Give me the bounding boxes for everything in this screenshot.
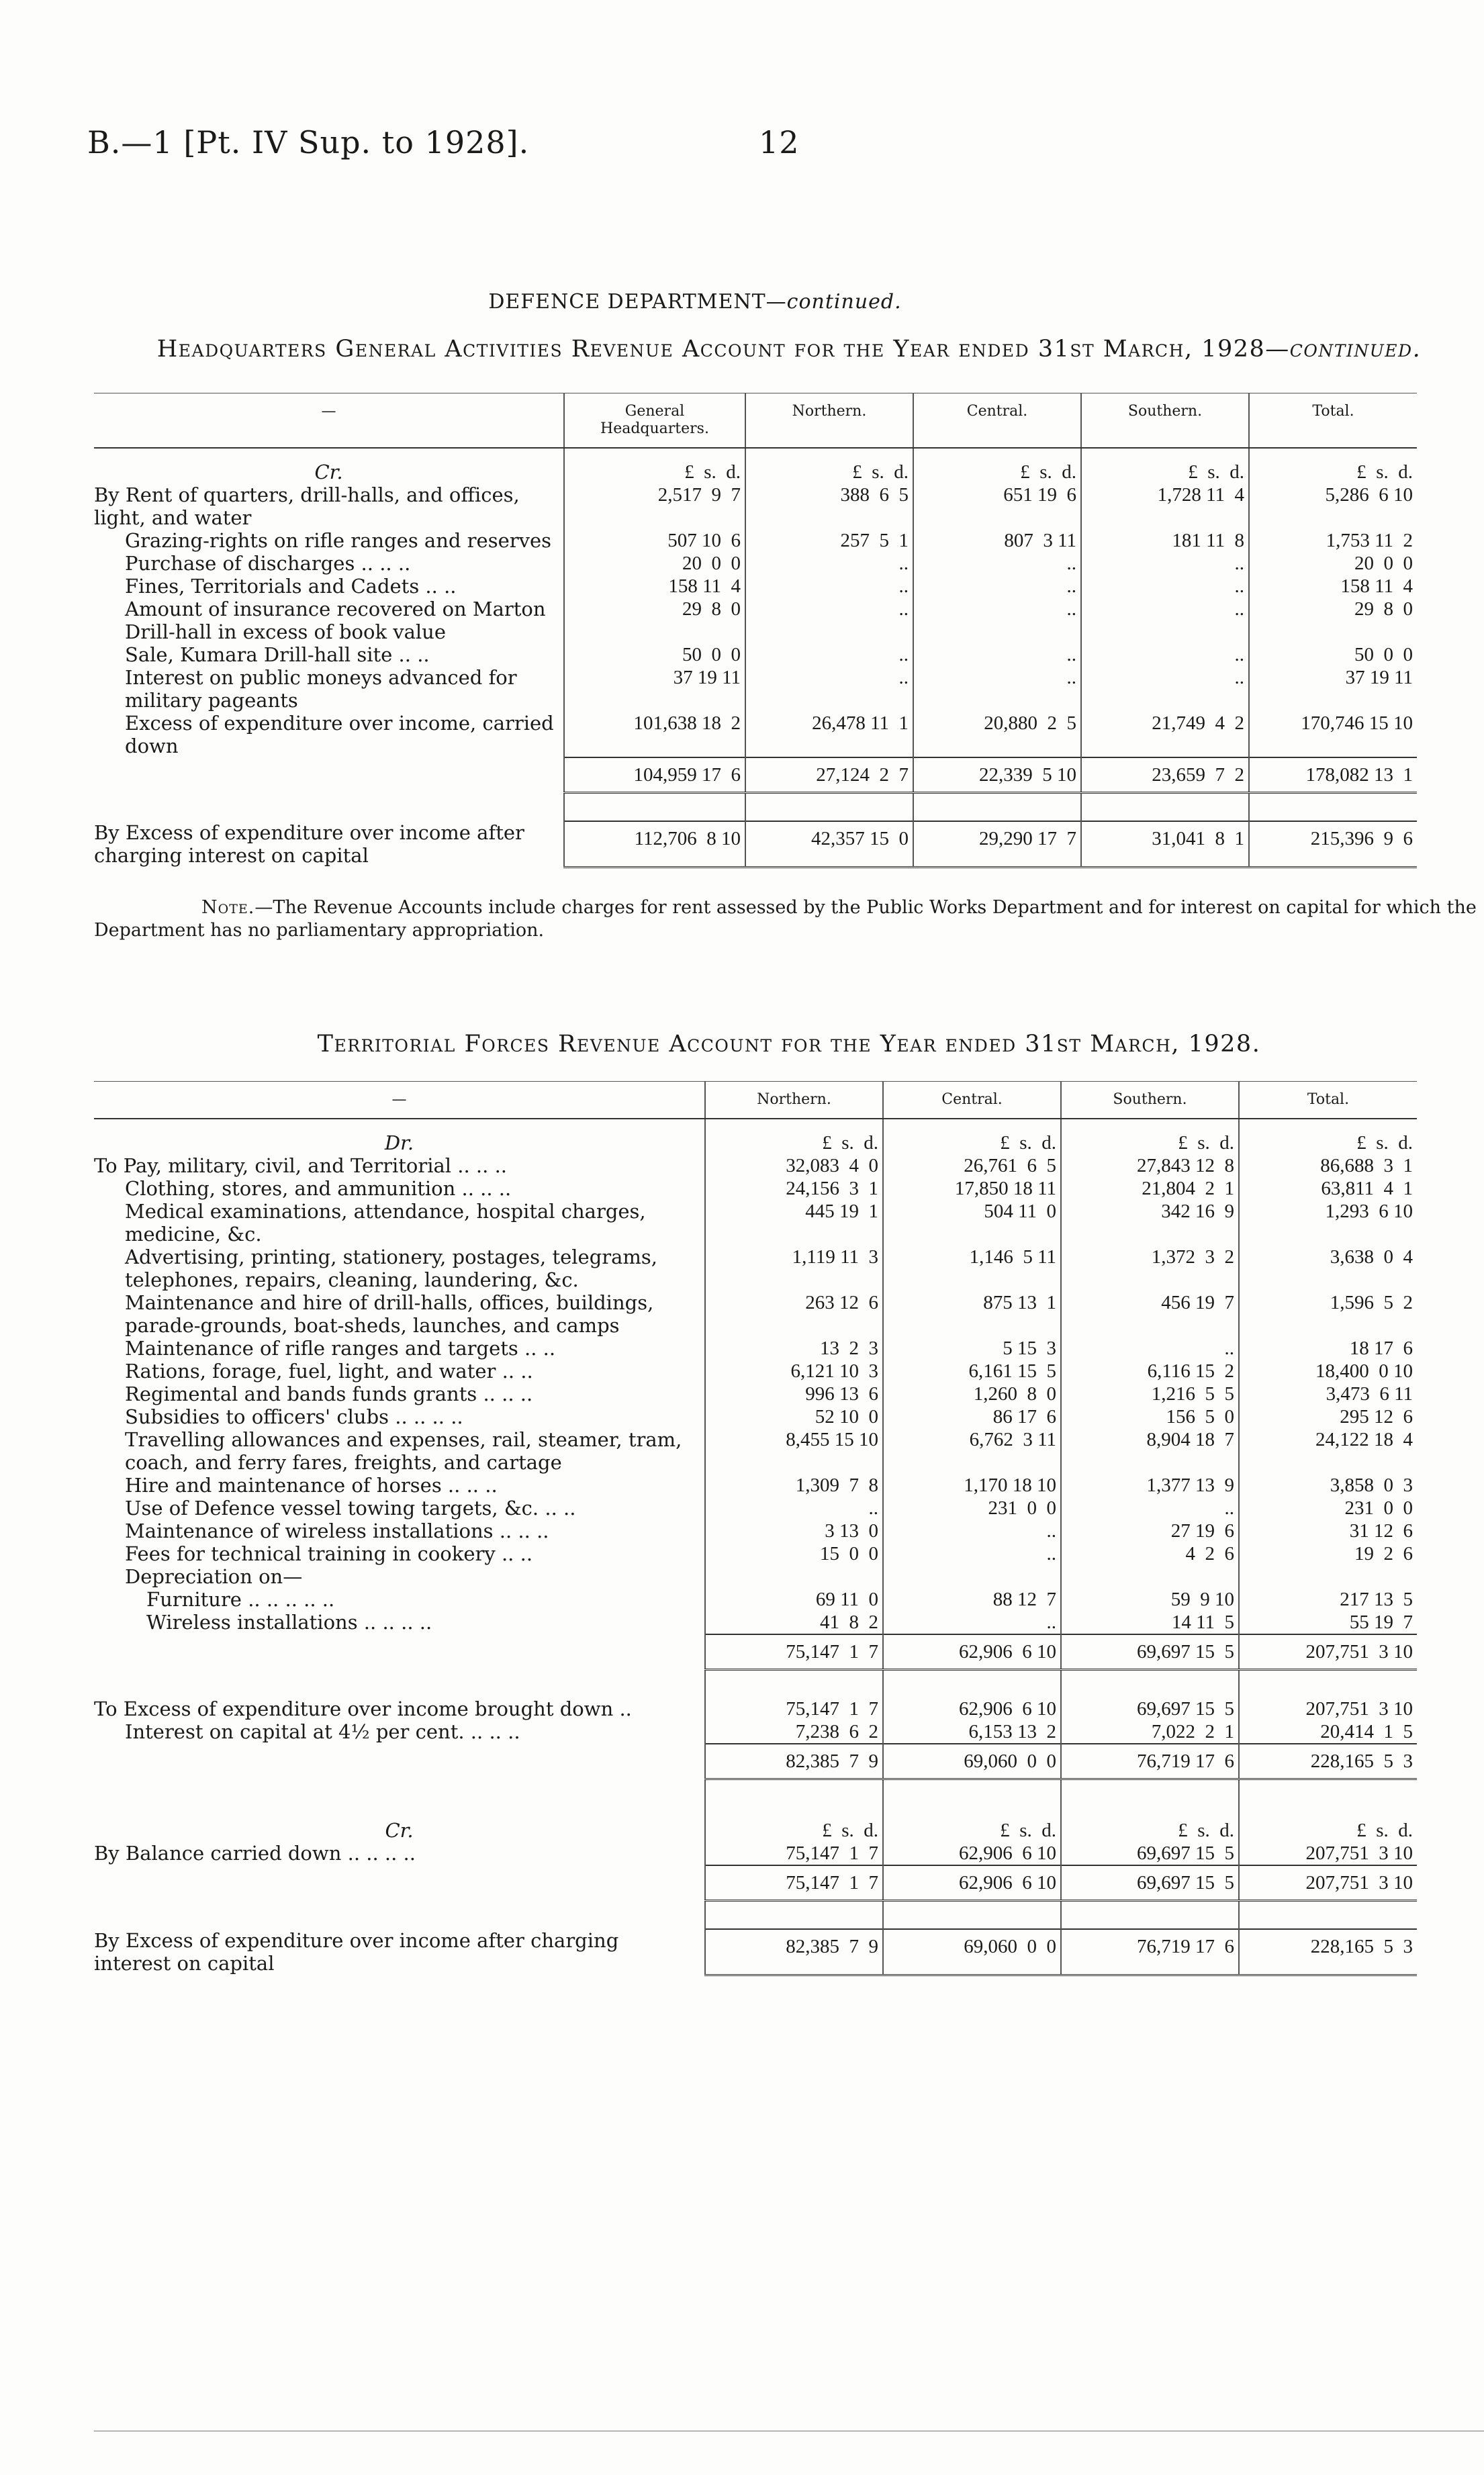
table-row [94,575,1417,598]
amount-cell: 62,906 6 10 [883,1697,1061,1720]
amount-cell: 3 13 0 [705,1520,883,1542]
running-head [87,124,800,160]
amount-cell: 24,156 3 1 [705,1177,883,1200]
amount-cell: .. [1081,643,1249,666]
amount-cell: £ s. d. [705,1807,883,1842]
amount-cell: 445 19 1 [705,1200,883,1246]
row-label: Subsidies to officers' clubs .. .. .. .. [125,1405,463,1428]
amount-cell: 18 17 6 [1239,1337,1417,1360]
spacer-cell [1061,1779,1239,1808]
amount-cell: .. [913,643,1081,666]
amount-cell: £ s. d. [1061,1807,1239,1842]
spacer-cell [1249,793,1417,822]
amount-cell: .. [913,598,1081,643]
table-row [94,1405,1417,1428]
amount-cell: 23,659 7 2 [1081,757,1249,793]
amount-cell: 1,216 5 5 [1061,1383,1239,1405]
amount-cell: 7,238 6 2 [705,1720,883,1744]
hq-col-header: Southern. [1081,393,1249,449]
amount-cell: £ s. d. [1249,448,1417,483]
amount-cell: 217 13 5 [1239,1588,1417,1611]
spacer-cell [705,1779,883,1808]
amount-cell: 3,638 0 4 [1239,1246,1417,1291]
amount-cell: 55 19 7 [1239,1611,1417,1634]
amount-cell: 62,906 6 10 [883,1842,1061,1865]
amount-cell: 263 12 6 [705,1291,883,1337]
table-row [94,483,1417,529]
amount-cell: 1,260 8 0 [883,1383,1061,1405]
amount-cell: 207,751 3 10 [1239,1842,1417,1865]
spacer-cell [1061,1670,1239,1698]
amount-cell: 158 11 4 [564,575,745,598]
amount-cell: .. [913,666,1081,712]
row-label: Furniture .. .. .. .. .. [146,1588,335,1611]
amount-cell: 86 17 6 [883,1405,1061,1428]
amount-cell: 5 15 3 [883,1337,1061,1360]
amount-cell: 27,843 12 8 [1061,1154,1239,1177]
table-row [94,666,1417,712]
spacer-cell [705,1901,883,1930]
amount-cell: 69,060 0 0 [883,1929,1061,1975]
amount-cell: £ s. d. [1081,448,1249,483]
tf-col-header: — [94,1082,705,1119]
table-row [94,1842,1417,1865]
amount-cell [1061,1565,1239,1588]
amount-cell: 19 2 6 [1239,1542,1417,1565]
amount-cell: 1,170 18 10 [883,1474,1061,1497]
table-row [94,712,1417,757]
tf-col-header: Total. [1239,1082,1417,1119]
amount-cell: .. [1061,1497,1239,1520]
amount-cell: 42,357 15 0 [745,821,913,867]
amount-cell: 59 9 10 [1061,1588,1239,1611]
amount-cell: £ s. d. [883,1119,1061,1154]
tf-currency-row [94,1119,1417,1154]
amount-cell: 20 0 0 [1249,552,1417,575]
total-label [94,1634,705,1670]
amount-cell: 104,959 17 6 [564,757,745,793]
amount-cell: 3,858 0 3 [1239,1474,1417,1497]
row-label: To Pay, military, civil, and Territorial .. .. .. [94,1154,508,1177]
amount-cell: 29,290 17 7 [913,821,1081,867]
amount-cell: 69,697 15 5 [1061,1634,1239,1670]
spacer-cell [913,793,1081,822]
spacer-cell [883,1670,1061,1698]
amount-cell: 27 19 6 [1061,1520,1239,1542]
spacer-cell [94,793,564,822]
amount-cell: £ s. d. [1239,1119,1417,1154]
table-row [94,1520,1417,1542]
amount-cell: 69,060 0 0 [883,1744,1061,1779]
table-row [94,1611,1417,1634]
amount-cell: 170,746 15 10 [1249,712,1417,757]
amount-cell: 6,161 15 5 [883,1360,1061,1383]
table-row [94,1720,1417,1744]
amount-cell: 231 0 0 [1239,1497,1417,1520]
amount-cell: 29 8 0 [564,598,745,643]
spacer-cell [705,1670,883,1698]
hq-note: Note.—The Revenue Accounts include charges for rent assessed by the Public Works Department and for interest on capital for which the Department has no parliamentary appropriation. [94,897,1477,941]
row-label: Clothing, stores, and ammunition .. .. .. [125,1177,512,1200]
amount-cell: 1,146 5 11 [883,1246,1061,1291]
amount-cell: £ s. d. [913,448,1081,483]
amount-cell: £ s. d. [883,1807,1061,1842]
spacer-row [94,1779,1417,1808]
amount-cell: £ s. d. [705,1119,883,1154]
amount-cell: 69,697 15 5 [1061,1865,1239,1901]
spacer-row [94,1670,1417,1698]
row-label: To Excess of expenditure over income brought down .. [94,1697,632,1720]
row-label: Medical examinations, attendance, hospital charges, medicine, &c. [125,1200,646,1246]
row-label: By Excess of expenditure over income after charging interest on capital [94,1929,619,1975]
amount-cell: 2,517 9 7 [564,483,745,529]
table-row [94,598,1417,643]
amount-cell: 31,041 8 1 [1081,821,1249,867]
amount-cell: 75,147 1 7 [705,1842,883,1865]
spacer-row [94,1901,1417,1930]
amount-cell: 456 19 7 [1061,1291,1239,1337]
amount-cell: 32,083 4 0 [705,1154,883,1177]
amount-cell: 231 0 0 [883,1497,1061,1520]
amount-cell: 13 2 3 [705,1337,883,1360]
row-label: Grazing-rights on rifle ranges and reserves [125,529,552,552]
amount-cell: 807 3 11 [913,529,1081,552]
amount-cell: 15 0 0 [705,1542,883,1565]
total-label [94,1865,705,1901]
row-label: Advertising, printing, stationery, postages, telegrams, telephones, repairs, cleaning, laundering, &c. [125,1246,658,1291]
amount-cell: 178,082 13 1 [1249,757,1417,793]
row-label: By Excess of expenditure over income after charging interest on capital [94,821,524,867]
amount-cell: .. [1081,575,1249,598]
spacer-cell [1239,1901,1417,1930]
table-row [94,1291,1417,1337]
amount-cell: 75,147 1 7 [705,1697,883,1720]
table-row [94,1154,1417,1177]
row-label: Rations, forage, fuel, light, and water .. .. [125,1360,533,1383]
table-row [94,1542,1417,1565]
amount-cell: .. [705,1497,883,1520]
amount-cell: .. [745,643,913,666]
amount-cell: 69,697 15 5 [1061,1697,1239,1720]
amount-cell: 31 12 6 [1239,1520,1417,1542]
amount-cell: 8,455 15 10 [705,1428,883,1474]
amount-cell: 17,850 18 11 [883,1177,1061,1200]
table-row [94,1697,1417,1720]
amount-cell: .. [745,575,913,598]
amount-cell: 5,286 6 10 [1249,483,1417,529]
document-reference: B.—1 [Pt. IV Sup. to 1928]. [87,124,530,160]
amount-cell: 75,147 1 7 [705,1865,883,1901]
amount-cell: 1,293 6 10 [1239,1200,1417,1246]
amount-cell: 156 5 0 [1061,1405,1239,1428]
amount-cell: 14 11 5 [1061,1611,1239,1634]
hq-total-row [94,757,1417,793]
row-label: Use of Defence vessel towing targets, &c. .. .. [125,1497,576,1520]
spacer-cell [883,1901,1061,1930]
amount-cell: .. [1081,666,1249,712]
table-row [94,643,1417,666]
amount-cell: £ s. d. [745,448,913,483]
amount-cell [883,1565,1061,1588]
hq-col-header: General Headquarters. [564,393,745,449]
amount-cell: 101,638 18 2 [564,712,745,757]
amount-cell: 37 19 11 [564,666,745,712]
amount-cell: 6,116 15 2 [1061,1360,1239,1383]
amount-cell: 3,473 6 11 [1239,1383,1417,1405]
spacer-cell [1081,793,1249,822]
cr-label: Cr. [314,461,343,483]
row-label: Maintenance and hire of drill-halls, offices, buildings, parade-grounds, boat-sheds, launches, and camps [125,1291,654,1337]
hq-col-header: — [94,393,564,449]
row-label: Interest on public moneys advanced for military pageants [125,666,517,712]
amount-cell: .. [745,666,913,712]
spacer-cell [1239,1670,1417,1698]
tf-col-header: Central. [883,1082,1061,1119]
hq-revenue-table [94,393,1417,868]
table-row [94,1337,1417,1360]
hq-currency-row [94,448,1417,483]
amount-cell: £ s. d. [1061,1119,1239,1154]
amount-cell: 20,414 1 5 [1239,1720,1417,1744]
row-label: Depreciation on— [125,1565,303,1588]
table-row [94,1246,1417,1291]
spacer-cell [745,793,913,822]
amount-cell: 388 6 5 [745,483,913,529]
amount-cell: 75,147 1 7 [705,1634,883,1670]
amount-cell: .. [913,575,1081,598]
amount-cell: 82,385 7 9 [705,1744,883,1779]
amount-cell: 21,749 4 2 [1081,712,1249,757]
amount-cell: 1,728 11 4 [1081,483,1249,529]
page-number: 12 [759,124,800,160]
amount-cell: 27,124 2 7 [745,757,913,793]
hq-account-title: Headquarters General Activities Revenue Account for the Year ended 31st March, 1928—continued. [156,336,1422,363]
tf-total-row [94,1744,1417,1779]
amount-cell: 50 0 0 [1249,643,1417,666]
amount-cell: 996 13 6 [705,1383,883,1405]
tf-col-header: Northern. [705,1082,883,1119]
row-label: Hire and maintenance of horses .. .. .. [125,1474,498,1497]
amount-cell: .. [745,552,913,575]
row-label: Purchase of discharges .. .. .. [125,552,411,575]
amount-cell: 76,719 17 6 [1061,1744,1239,1779]
spacer-cell [883,1779,1061,1808]
amount-cell [705,1565,883,1588]
row-label: Fees for technical training in cookery .. .. [125,1542,533,1565]
amount-cell: 6,153 13 2 [883,1720,1061,1744]
amount-cell: 6,762 3 11 [883,1428,1061,1474]
amount-cell: 181 11 8 [1081,529,1249,552]
amount-cell: 1,377 13 9 [1061,1474,1239,1497]
amount-cell: 112,706 8 10 [564,821,745,867]
amount-cell: 875 13 1 [883,1291,1061,1337]
table-row [94,1474,1417,1497]
amount-cell: 20,880 2 5 [913,712,1081,757]
amount-cell: 8,904 18 7 [1061,1428,1239,1474]
tf-header-row [94,1082,1417,1119]
table-row [94,1177,1417,1200]
table-row [94,1360,1417,1383]
amount-cell: 76,719 17 6 [1061,1929,1239,1975]
table-row [94,1565,1417,1588]
table-row [94,1428,1417,1474]
amount-cell: 62,906 6 10 [883,1634,1061,1670]
row-label: Maintenance of wireless installations .. .. .. [125,1520,549,1542]
amount-cell: .. [1061,1337,1239,1360]
amount-cell: 69,697 15 5 [1061,1842,1239,1865]
amount-cell: 207,751 3 10 [1239,1697,1417,1720]
amount-cell: .. [883,1520,1061,1542]
amount-cell: £ s. d. [564,448,745,483]
table-row [94,1588,1417,1611]
row-label: Regimental and bands funds grants .. .. .. [125,1383,533,1405]
amount-cell: 26,478 11 1 [745,712,913,757]
tf-cr-row [94,1807,1417,1842]
spacer-cell [1239,1779,1417,1808]
amount-cell: 21,804 2 1 [1061,1177,1239,1200]
row-label: Excess of expenditure over income, carried down [125,712,554,757]
amount-cell: 50 0 0 [564,643,745,666]
tf-account-title: Territorial Forces Revenue Account for the Year ended 31st March, 1928. [317,1031,1261,1058]
amount-cell: 207,751 3 10 [1239,1634,1417,1670]
amount-cell: 37 19 11 [1249,666,1417,712]
hq-excess-row [94,821,1417,867]
row-label: Interest on capital at 4½ per cent. .. .. .. [125,1720,520,1743]
tf-total-row [94,1865,1417,1901]
amount-cell: 257 5 1 [745,529,913,552]
spacer-row [94,793,1417,822]
amount-cell: .. [883,1542,1061,1565]
amount-cell: 22,339 5 10 [913,757,1081,793]
amount-cell: 507 10 6 [564,529,745,552]
amount-cell: .. [913,552,1081,575]
amount-cell: 295 12 6 [1239,1405,1417,1428]
amount-cell: .. [745,598,913,643]
amount-cell: 29 8 0 [1249,598,1417,643]
row-label: Amount of insurance recovered on Marton Drill-hall in excess of book value [125,598,546,643]
spacer-cell [94,1670,705,1698]
amount-cell: 7,022 2 1 [1061,1720,1239,1744]
amount-cell: 228,165 5 3 [1239,1929,1417,1975]
amount-cell: 1,119 11 3 [705,1246,883,1291]
spacer-cell [94,1901,705,1930]
amount-cell: 62,906 6 10 [883,1865,1061,1901]
hq-col-header: Total. [1249,393,1417,449]
amount-cell: 4 2 6 [1061,1542,1239,1565]
row-label: Wireless installations .. .. .. .. [146,1611,432,1634]
amount-cell: 63,811 4 1 [1239,1177,1417,1200]
amount-cell: 228,165 5 3 [1239,1744,1417,1779]
amount-cell: 18,400 0 10 [1239,1360,1417,1383]
total-label [94,757,564,793]
amount-cell: 1,596 5 2 [1239,1291,1417,1337]
amount-cell: .. [1081,598,1249,643]
spacer-cell [1061,1901,1239,1930]
dr-label: Dr. [384,1131,414,1154]
amount-cell: 24,122 18 4 [1239,1428,1417,1474]
amount-cell: 69 11 0 [705,1588,883,1611]
amount-cell: 215,396 9 6 [1249,821,1417,867]
row-label: Maintenance of rifle ranges and targets .. .. [125,1337,556,1360]
cr-label: Cr. [385,1819,414,1842]
amount-cell: 504 11 0 [883,1200,1061,1246]
amount-cell: 207,751 3 10 [1239,1865,1417,1901]
amount-cell [1239,1565,1417,1588]
amount-cell: .. [1081,552,1249,575]
amount-cell: .. [883,1611,1061,1634]
amount-cell: 20 0 0 [564,552,745,575]
table-row [94,1497,1417,1520]
tf-revenue-table [94,1081,1417,1976]
tf-col-header: Southern. [1061,1082,1239,1119]
table-row [94,552,1417,575]
row-label: By Balance carried down .. .. .. .. [94,1842,416,1865]
amount-cell: 88 12 7 [883,1588,1061,1611]
amount-cell: 26,761 6 5 [883,1154,1061,1177]
amount-cell: 1,753 11 2 [1249,529,1417,552]
amount-cell: 342 16 9 [1061,1200,1239,1246]
amount-cell: 6,121 10 3 [705,1360,883,1383]
amount-cell: 41 8 2 [705,1611,883,1634]
amount-cell: 1,372 3 2 [1061,1246,1239,1291]
hq-header-row [94,393,1417,449]
amount-cell: 1,309 7 8 [705,1474,883,1497]
spacer-cell [564,793,745,822]
table-row [94,1200,1417,1246]
hq-col-header: Central. [913,393,1081,449]
row-label: Sale, Kumara Drill-hall site .. .. [125,643,430,666]
amount-cell: 82,385 7 9 [705,1929,883,1975]
spacer-cell [94,1779,705,1808]
amount-cell: 86,688 3 1 [1239,1154,1417,1177]
tf-total-row [94,1634,1417,1670]
row-label: Fines, Territorials and Cadets .. .. [125,575,457,598]
row-label: By Rent of quarters, drill-halls, and offices, light, and water [94,483,520,529]
hq-col-header: Northern. [745,393,913,449]
amount-cell: £ s. d. [1239,1807,1417,1842]
amount-cell: 52 10 0 [705,1405,883,1428]
table-row [94,1383,1417,1405]
department-heading: DEFENCE DEPARTMENT—continued. [488,290,902,314]
tf-excess-row [94,1929,1417,1975]
total-label [94,1744,705,1779]
row-label: Travelling allowances and expenses, rail, steamer, tram, coach, and ferry fares, freights, and cartage [125,1428,682,1474]
amount-cell: 651 19 6 [913,483,1081,529]
table-row [94,529,1417,552]
amount-cell: 158 11 4 [1249,575,1417,598]
